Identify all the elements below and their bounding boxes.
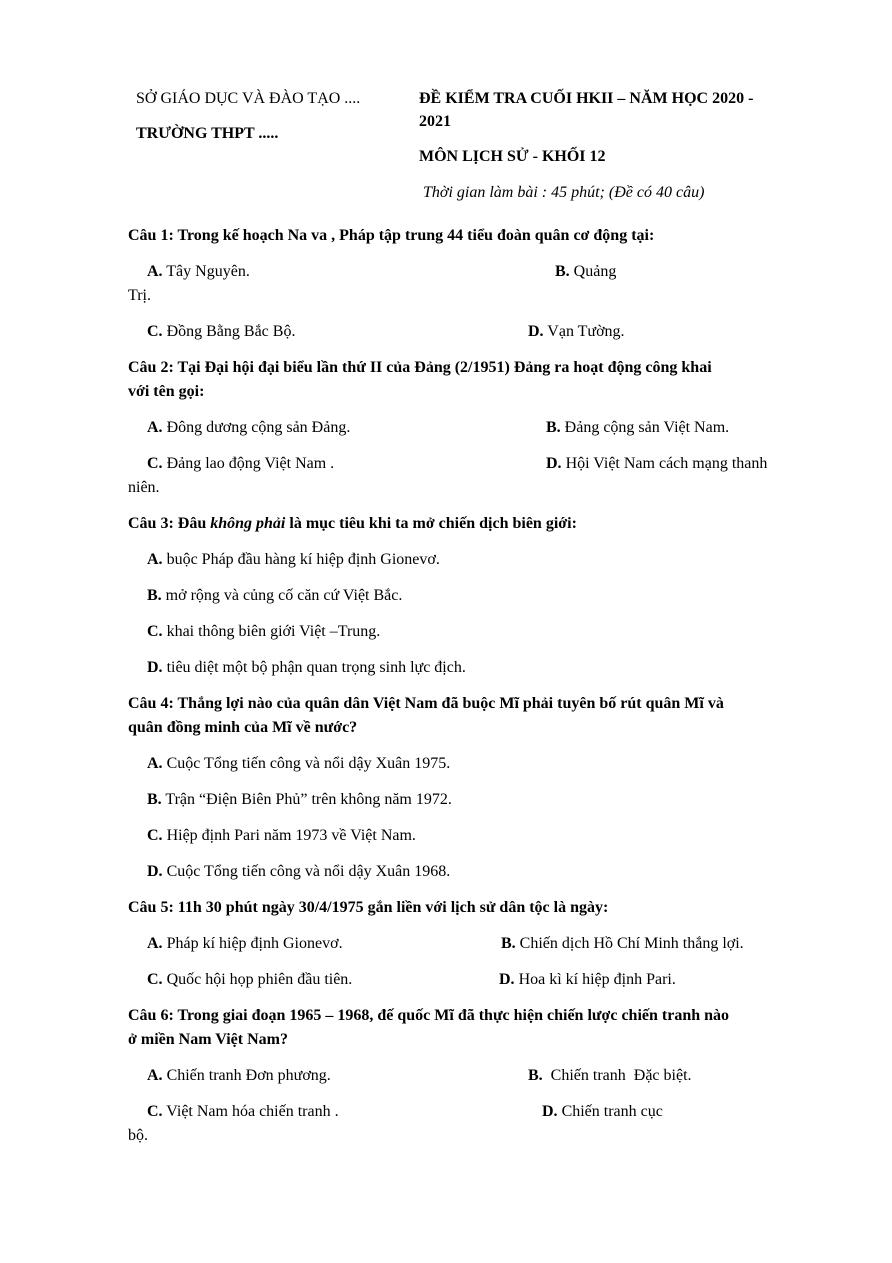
- question-text-emphasis: không phải: [210, 515, 286, 532]
- question-number: Câu 6:: [128, 1007, 174, 1024]
- question-2: [128, 358, 712, 378]
- school-name: TRƯỜNG THPT .....: [136, 125, 279, 142]
- option-4c: C. Hiệp định Pari năm 1973 về Việt Nam.: [147, 827, 416, 844]
- question-4: [128, 694, 724, 714]
- question-number: Câu 5:: [128, 899, 174, 916]
- question-number: Câu 4:: [128, 695, 174, 712]
- option-2a: A. Đông dương cộng sản Đảng.: [147, 419, 351, 436]
- question-text: Thắng lợi nào của quân dân Việt Nam đã buộc Mĩ phải tuyên bố rút quân Mĩ và: [177, 695, 724, 712]
- option-6c: C. Việt Nam hóa chiến tranh .: [147, 1103, 339, 1120]
- exam-title: ĐỀ KIỂM TRA CUỐI HKII – NĂM HỌC 2020 -: [419, 90, 754, 107]
- option-5c: C. Quốc hội họp phiên đầu tiên.: [147, 971, 353, 988]
- option-2b: B. Đảng cộng sản Việt Nam.: [546, 419, 730, 436]
- question-number: Câu 1:: [128, 227, 174, 244]
- question-5: [128, 898, 608, 918]
- option-3d: D. tiêu diệt một bộ phận quan trọng sinh lực địch.: [147, 659, 466, 676]
- question-2-line2: với tên gọi:: [128, 383, 205, 400]
- option-4d: D. Cuộc Tổng tiến công và nổi dậy Xuân 1968.: [147, 863, 451, 880]
- option-3c: C. khai thông biên giới Việt –Trung.: [147, 623, 381, 640]
- option-1a: A. Tây Nguyên.: [147, 263, 250, 280]
- option-4a: A. Cuộc Tổng tiến công và nổi dậy Xuân 1975.: [147, 755, 451, 772]
- question-1: [128, 226, 654, 246]
- question-number: Câu 3:: [128, 515, 174, 532]
- option-6d: D. Chiến tranh cục: [542, 1103, 663, 1120]
- option-1b-wrap: Trị.: [128, 287, 151, 304]
- question-text: Trong kế hoạch Na va , Pháp tập trung 44 tiểu đoàn quân cơ động tại:: [177, 227, 655, 244]
- option-1d: D. Vạn Tường.: [528, 323, 625, 340]
- option-6a: A. Chiến tranh Đơn phương.: [147, 1067, 331, 1084]
- question-text: Tại Đại hội đại biểu lần thứ II của Đảng (2/1951) Đảng ra hoạt động công khai: [177, 359, 712, 376]
- question-4-line2: quân đồng minh của Mĩ về nước?: [128, 719, 358, 736]
- question-number: Câu 2:: [128, 359, 174, 376]
- option-5d: D. Hoa kì kí hiệp định Pari.: [499, 971, 676, 988]
- option-2d: D. Hội Việt Nam cách mạng thanh: [546, 455, 768, 472]
- exam-title-year: 2021: [419, 113, 451, 130]
- option-5b: B. Chiến dịch Hồ Chí Minh thắng lợi.: [501, 935, 744, 952]
- question-6-line2: ở miền Nam Việt Nam?: [128, 1031, 288, 1048]
- question-text: là mục tiêu khi ta mở chiến dịch biên giới:: [289, 515, 577, 532]
- time-note: Thời gian làm bài : 45 phút; (Đề có 40 câu): [423, 184, 705, 201]
- question-text: Đâu: [177, 515, 207, 532]
- subject-title: MÔN LỊCH SỬ - KHỐI 12: [419, 148, 606, 165]
- question-text: Trong giai đoạn 1965 – 1968, đế quốc Mĩ đã thực hiện chiến lược chiến tranh nào: [177, 1007, 730, 1024]
- option-1c: C. Đồng Bằng Bắc Bộ.: [147, 323, 296, 340]
- option-6b: B. Chiến tranh Đặc biệt.: [528, 1067, 692, 1084]
- option-3b: B. mở rộng và củng cố căn cứ Việt Bắc.: [147, 587, 403, 604]
- option-2c: C. Đảng lao động Việt Nam .: [147, 455, 335, 472]
- option-5a: A. Pháp kí hiệp định Gionevơ.: [147, 935, 343, 952]
- question-3: [128, 514, 577, 534]
- question-6: [128, 1006, 729, 1026]
- question-text: 11h 30 phút ngày 30/4/1975 gắn liền với lịch sử dân tộc là ngày:: [177, 899, 609, 916]
- department-name: SỞ GIÁO DỤC VÀ ĐÀO TẠO ....: [136, 90, 361, 107]
- option-1b: B. Quảng: [555, 263, 617, 280]
- option-6d-wrap: bộ.: [128, 1127, 148, 1144]
- option-2d-wrap: niên.: [128, 479, 160, 496]
- option-4b: B. Trận “Điện Biên Phủ” trên không năm 1972.: [147, 791, 452, 808]
- option-3a: A. buộc Pháp đầu hàng kí hiệp định Gionevơ.: [147, 551, 440, 568]
